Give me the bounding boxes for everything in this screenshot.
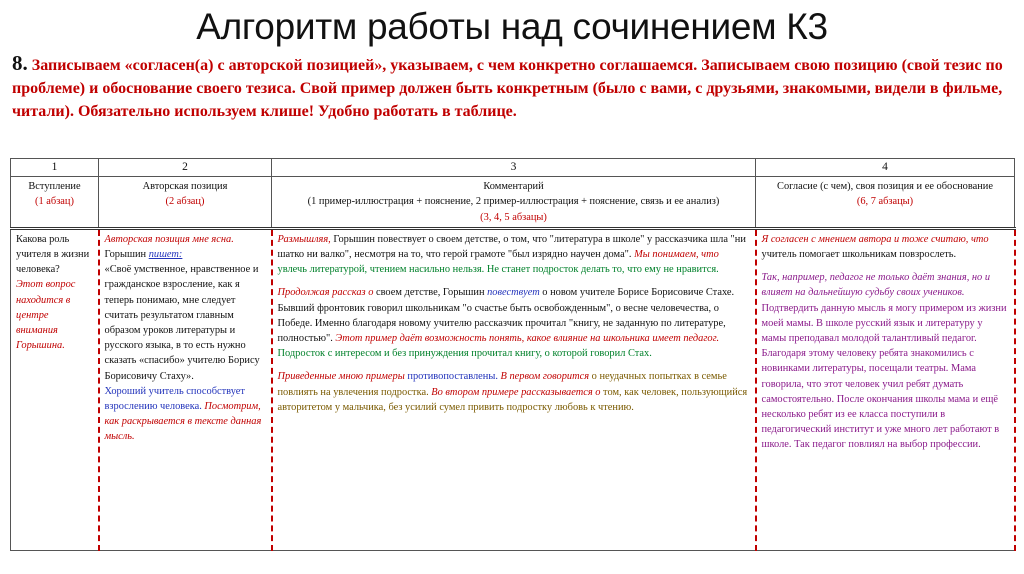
agreement-cell [756, 228, 1015, 550]
header-paragraphs: (1 абзац) [35, 196, 74, 208]
argument-text: Подтвердить данную мысль я могу примером из жизни моей мамы. В школе русский язык и литературу у мамы преподавал молодой талантливый педагог. Благодаря этому человеку ребята знакомились с новинками литературы, посещали театры. Мама говорила, что этот человек учил ребят думать самостоятельно. После окончания школы мама и ещё несколько ребят из ее класса поступили в педагогический институт и уже много лет работают в школе. Так педагог повлиял на выбор профессии. [761, 302, 1007, 451]
header-cell-author-position [99, 177, 272, 229]
header-paragraphs: (2 абзац) [165, 196, 205, 208]
problem-question: Какова роль учителя в жизни человека? [16, 233, 90, 276]
clause: Продолжая рассказ о [277, 287, 374, 299]
writes-verb: пишет: [148, 249, 183, 261]
header-cell-commentary [272, 177, 756, 229]
example-text: своем детстве, Горышин [373, 287, 488, 299]
author-position-clause: Авторская позиция мне ясна. [104, 233, 234, 245]
examples-link [278, 369, 750, 415]
problem-note: Этот вопрос находится в центре внимания Горышина. [16, 279, 76, 352]
essay-table [10, 158, 1016, 551]
author-quote: «Своё умственное, нравственное и гражданское взросление, как я теперь понимаю, мне следует считать результатом главным образом уроков литературы и русского языка, в то есть нужно сказать «спасибо» учителю Борису Борисовичу Стаху». [104, 264, 260, 382]
header-paragraphs: (3, 4, 5 абзацы) [480, 211, 547, 223]
header-paragraphs: (6, 7 абзацы) [856, 196, 914, 208]
author-thesis: Хороший учитель способствует взрослению человека. [104, 385, 245, 413]
column-number: 3 [272, 159, 756, 177]
own-thesis: учитель помогает школьникам повзрослеть. [761, 249, 957, 261]
intro-text: Записываем «согласен(а) с авторской позицией», указываем, с чем конкретно соглашаемся. Записываем свою позицию (свой тезис по проблеме) и обоснование своего тезиса. Свой пример должен быть конкретным (было с вами, с друзьями, знакомыми, видели в фильме, читали). Обязательно используем клише! Удобно работать в таблице. [12, 57, 1003, 120]
example-2 [278, 285, 750, 361]
transition-phrase: Посмотрим, как раскрывается в тексте данная мысль. [104, 401, 262, 443]
example-text: о новом учителе Борисе Борисовиче Стахе. Бывший фронтовик говорил школьникам "о счастье быть освобожденным", о весне человечества, о Победе. Именно благодаря новому учителю рассказчик прочитал "книгу, не заданную по литературе, полностью". [277, 287, 735, 345]
clause: Я согласен с мнением автора и тоже считаю, что [761, 233, 989, 245]
clause: Приведенные мною примеры [277, 371, 405, 383]
intro-cell [11, 228, 99, 550]
content-row [11, 228, 1015, 550]
step-number: 8. [12, 51, 28, 75]
header-cell-intro [11, 177, 99, 229]
agreement-statement [762, 232, 1009, 262]
clause: Во втором примере рассказывается о [428, 386, 601, 398]
commentary-cell [272, 228, 756, 550]
clause: Этот пример даёт возможность понять, какое влияние на школьника имеет педагог. [332, 333, 720, 345]
clause: В первом говорится [497, 371, 590, 383]
header-cell-agreement [756, 177, 1015, 229]
explanation-text: увлечь литературой, чтением насильно нельзя. Не станет подросток делать то, что ему не нравится. [277, 264, 719, 276]
clause: Мы понимаем, что [631, 249, 719, 261]
example-1 [278, 232, 750, 278]
explanation-text: Подросток с интересом и без принуждения прочитал книгу, о которой говорил Стах. [277, 348, 652, 360]
column-number: 4 [756, 159, 1015, 177]
author-name: Горышин [104, 249, 149, 261]
example-text: Горышин повествует о своем детстве, о том, что "литература в школе" у рассказчика шла "ни шатко ни валко", несмотря на то, что герой грамоте "был изрядно научен дома". [277, 233, 746, 261]
column-number: 1 [11, 159, 99, 177]
analysis-text: о неудачных попытках в семье повлиять на увлечения подростка. [277, 371, 727, 398]
own-argument [762, 270, 1009, 452]
page-title: Алгоритм работы над сочинением К3 [196, 6, 828, 47]
column-number: 2 [99, 159, 272, 177]
header-title: Авторская позиция [142, 181, 228, 193]
clause: Размышляя, [277, 233, 331, 245]
author-position-cell [99, 228, 272, 550]
column-number-row [11, 159, 1015, 177]
clause: повествует [487, 287, 540, 299]
analysis-text: том, как человек, пользующийся авторитетом у мальчика, без усилий сумел привить подростку любовь к чтению. [277, 386, 748, 413]
argument-intro: Так, например, педагог не только даёт знания, но и влияет на дальнейшую судьбу своих учеников. [761, 272, 991, 299]
intro-paragraph [12, 52, 1017, 123]
header-title: Комментарий (1 пример-иллюстрация + пояснение, 2 пример-иллюстрация + пояснение, связь и ее анализ) [307, 181, 720, 208]
header-title: Согласие (с чем), своя позиция и ее обоснование [777, 181, 993, 193]
header-row [11, 177, 1015, 229]
link-word: противопоставлены. [404, 371, 498, 383]
header-title: Вступление [28, 181, 81, 193]
